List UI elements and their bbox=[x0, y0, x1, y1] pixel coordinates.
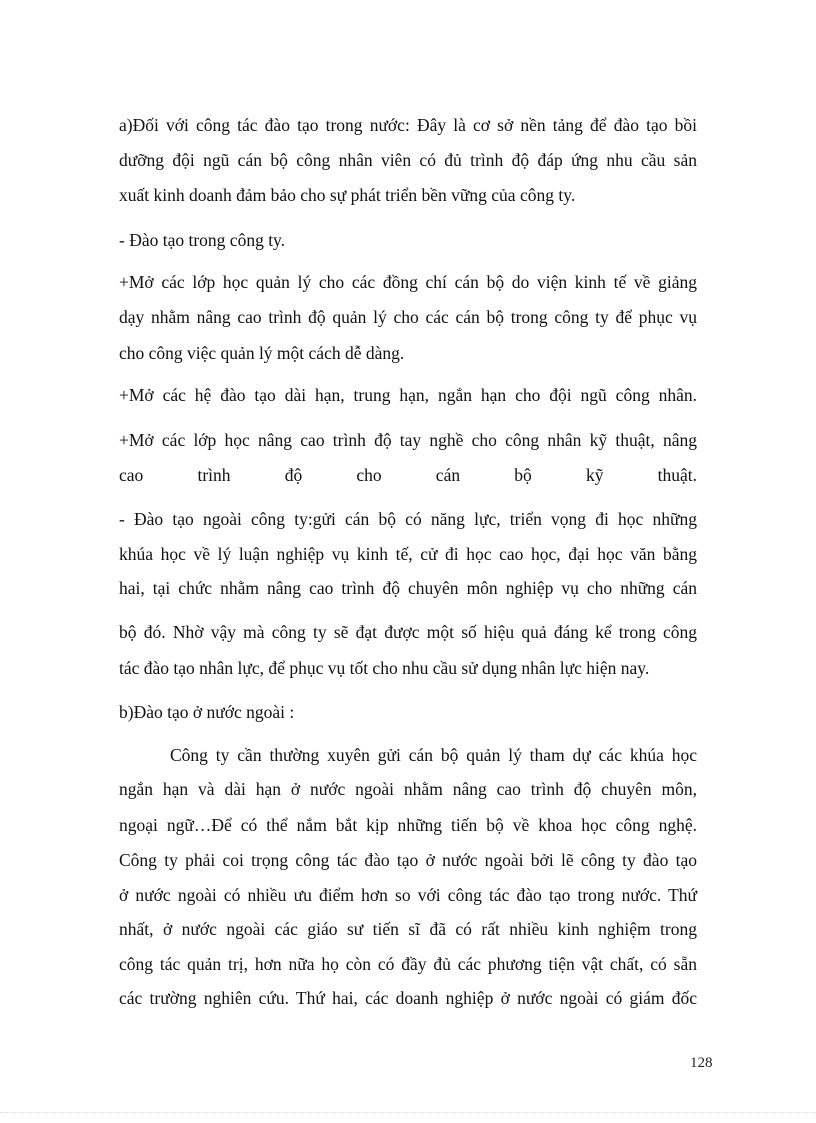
paragraph-line: a)Đối với công tác đào tạo trong nước: Đây là cơ sở nền tảng để đào tạo bồi bbox=[119, 115, 697, 135]
paragraph-line: hai, tại chức nhằm nâng cao trình độ chuyên môn nghiệp vụ cho những cán bbox=[119, 578, 697, 598]
list-item-heading: - Đào tạo trong công ty. bbox=[119, 230, 286, 250]
paragraph-line: dưỡng đội ngũ cán bộ công nhân viên có đủ trình độ đáp ứng nhu cầu sản bbox=[119, 150, 697, 170]
paragraph-line: ở nước ngoài có nhiều ưu điểm hơn so với công tác đào tạo trong nước. Thứ bbox=[119, 885, 697, 905]
paragraph-line: dạy nhằm nâng cao trình độ quản lý cho các cán bộ trong công ty để phục vụ bbox=[119, 307, 697, 327]
paragraph-line: ngoại ngữ…Để có thể nắm bắt kịp những tiến bộ về khoa học công nghệ. bbox=[119, 815, 697, 835]
paragraph-line: công tác quản trị, hơn nữa họ còn có đầy đủ các phương tiện vật chất, có sẵn bbox=[119, 954, 697, 974]
page-number: 128 bbox=[690, 1055, 713, 1071]
paragraph-line: bộ đó. Nhờ vậy mà công ty sẽ đạt được một số hiệu quả đáng kể trong công bbox=[119, 622, 697, 642]
paragraph-line: nhất, ở nước ngoài các giáo sư tiến sĩ đã có rất nhiều kinh nghiệm trong bbox=[119, 919, 697, 939]
paragraph-line: +Mở các lớp học quản lý cho các đồng chí cán bộ do viện kinh tế về giảng bbox=[119, 272, 697, 292]
paragraph-line: khúa học về lý luận nghiệp vụ kinh tế, cử đi học cao học, đại học văn bằng bbox=[119, 544, 697, 564]
list-item-heading: - Đào tạo ngoài công ty:gửi cán bộ có năng lực, triển vọng đi học những bbox=[119, 509, 697, 529]
paragraph-line: Công ty phải coi trọng công tác đào tạo ở nước ngoài bởi lẽ công ty đào tạo bbox=[119, 850, 697, 870]
paragraph-line: xuất kinh doanh đảm bảo cho sự phát triển bền vững của công ty. bbox=[119, 185, 576, 205]
paragraph-line: cho công việc quản lý một cách dễ dàng. bbox=[119, 343, 405, 363]
paragraph-line: ngắn hạn và dài hạn ở nước ngoài nhằm nâng cao trình độ chuyên môn, bbox=[119, 779, 697, 799]
paragraph-line: Công ty cần thường xuyên gửi cán bộ quản lý tham dự các khúa học bbox=[170, 745, 697, 765]
paragraph-line: +Mở các lớp học nâng cao trình độ tay nghề cho công nhân kỹ thuật, nâng bbox=[119, 430, 697, 450]
page-bottom-divider bbox=[0, 1112, 816, 1113]
paragraph-line: tác đào tạo nhân lực, để phục vụ tốt cho nhu cầu sử dụng nhân lực hiện nay. bbox=[119, 658, 650, 678]
paragraph-line: các trường nghiên cứu. Thứ hai, các doanh nghiệp ở nước ngoài có giám đốc bbox=[119, 988, 697, 1008]
paragraph-line: +Mở các hệ đào tạo dài hạn, trung hạn, ngắn hạn cho đội ngũ công nhân. bbox=[119, 385, 697, 405]
section-heading: b)Đào tạo ở nước ngoài : bbox=[119, 702, 295, 722]
paragraph-line: cao trình độ cho cán bộ kỹ thuật. bbox=[119, 465, 697, 485]
